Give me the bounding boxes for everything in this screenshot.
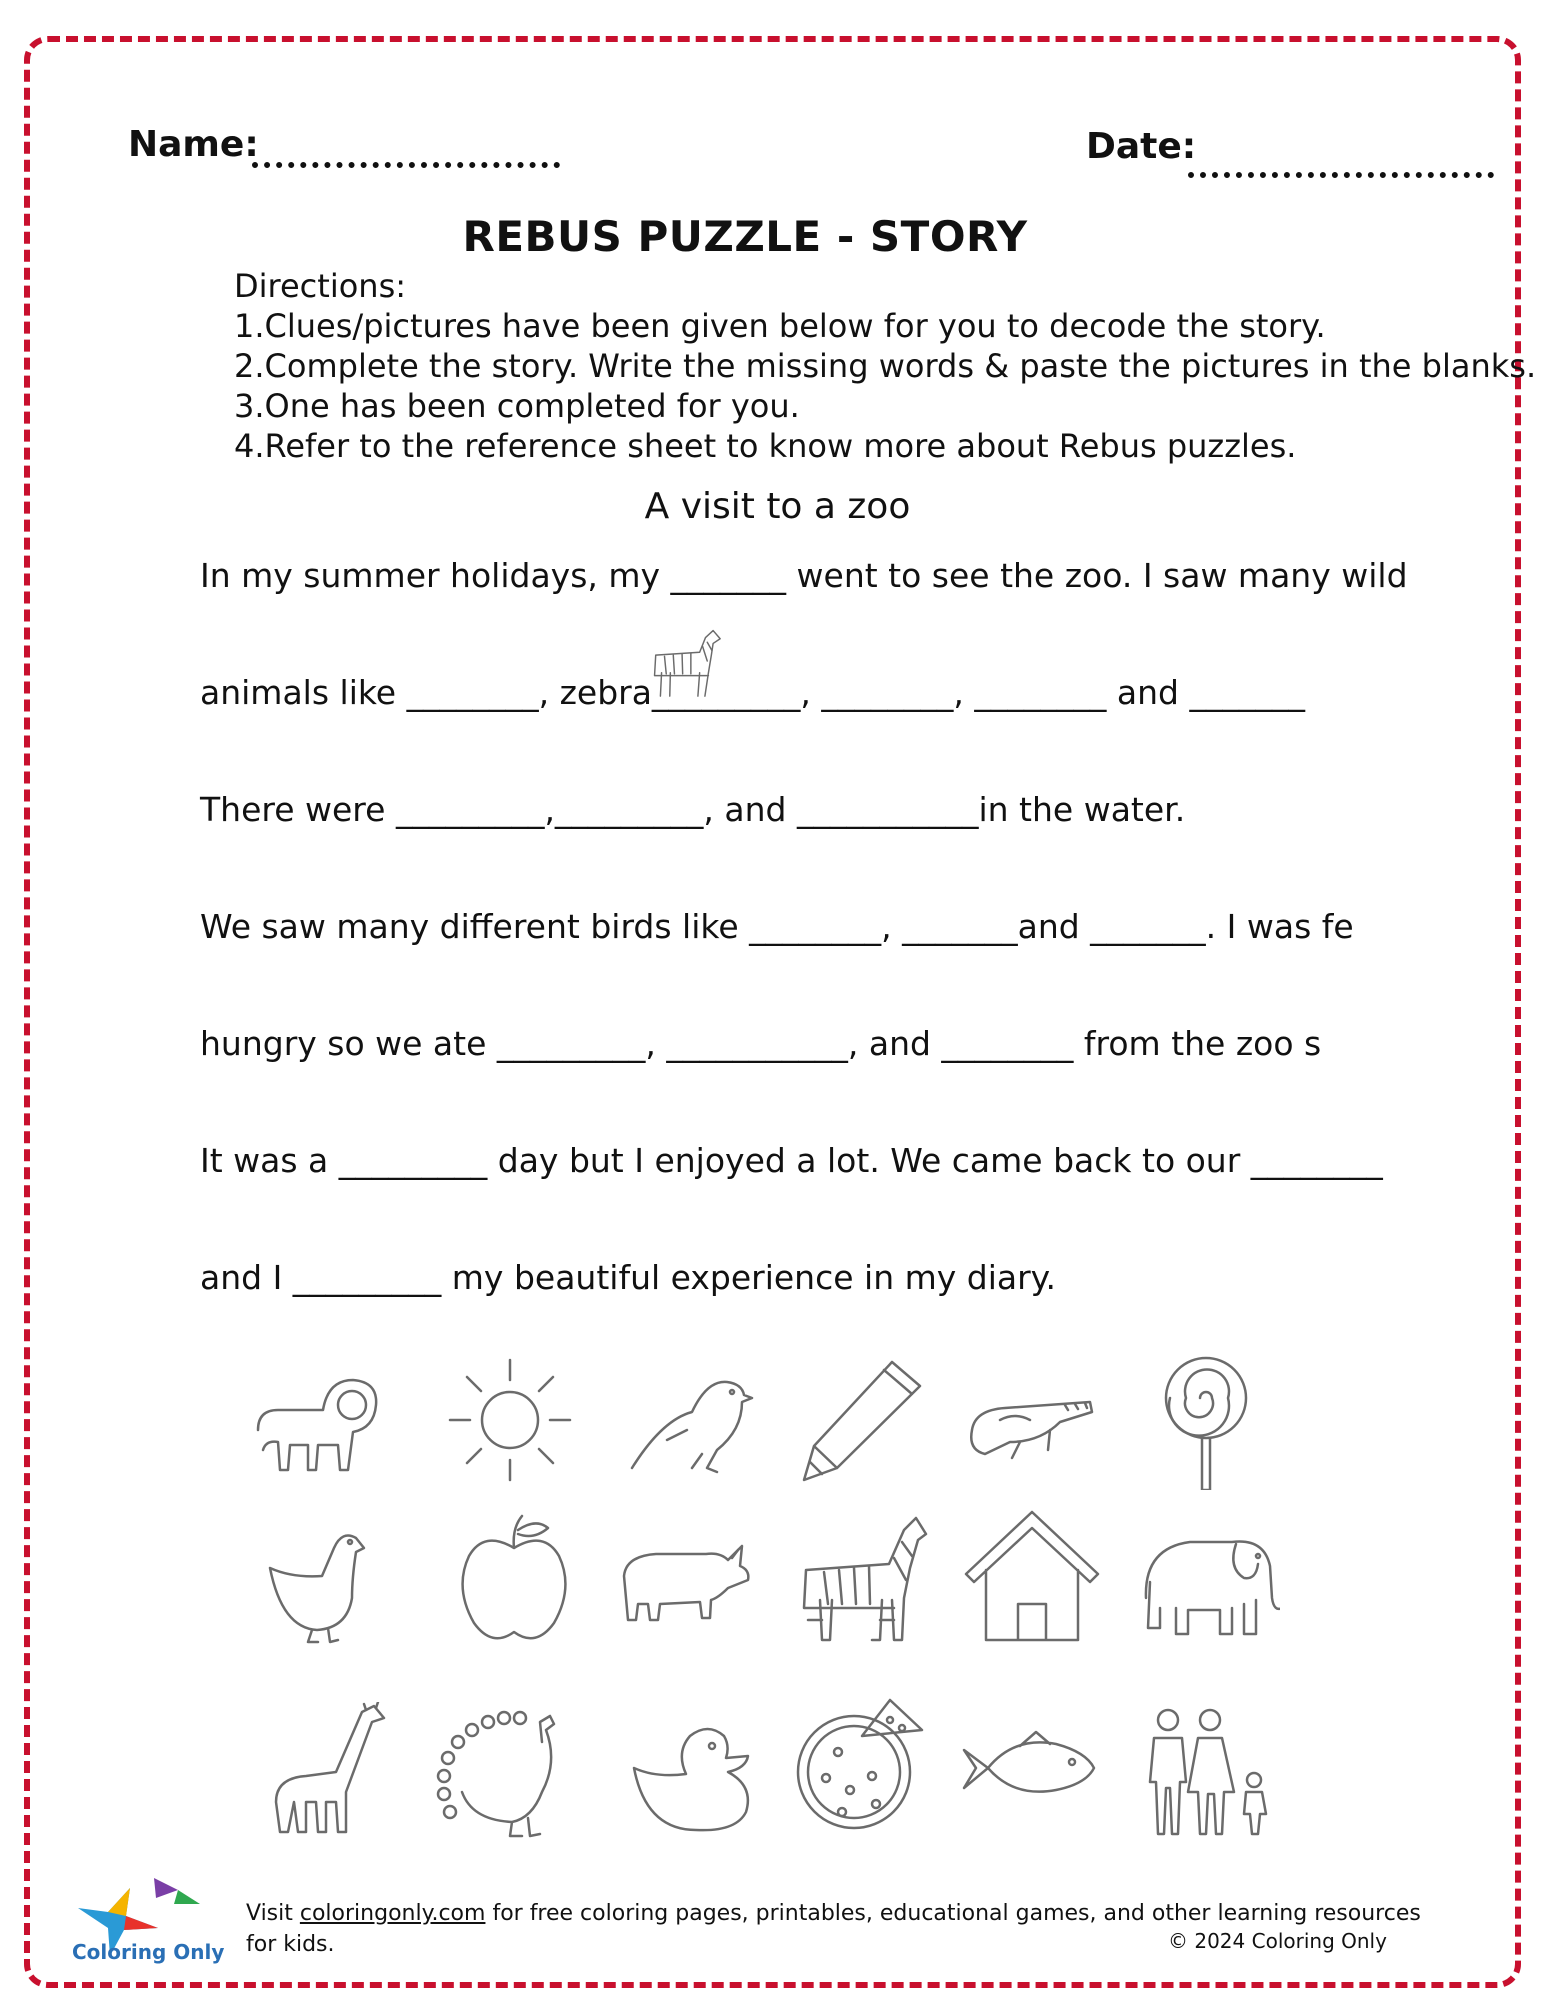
pizza-icon[interactable] [790, 1696, 930, 1836]
peacock-icon[interactable] [432, 1702, 572, 1842]
lion-icon[interactable] [248, 1350, 388, 1490]
zebra-icon [640, 620, 730, 702]
logo-text: Coloring Only [72, 1940, 225, 1964]
direction-item: 2.Complete the story. Write the missing words & paste the pictures in the blanks. [234, 347, 1537, 385]
pencil-icon[interactable] [792, 1350, 932, 1490]
footer-visit-prefix: Visit [246, 1901, 300, 1926]
story-line: In my summer holidays, my _______ went to see the zoo. I saw many wild [200, 556, 1408, 595]
story-line: animals like ________, zebra_________, ________, ________ and _______ [200, 673, 1305, 712]
crocodile-icon[interactable] [960, 1350, 1100, 1490]
zebra-icon[interactable] [794, 1508, 934, 1648]
fish-icon[interactable] [960, 1702, 1100, 1842]
directions-heading: Directions: [234, 267, 407, 305]
apple-icon[interactable] [444, 1508, 584, 1648]
copyright: © 2024 Coloring Only [1168, 1929, 1387, 1953]
direction-item: 4.Refer to the reference sheet to know more about Rebus puzzles. [234, 427, 1297, 465]
direction-item: 3.One has been completed for you. [234, 387, 800, 425]
story-line: We saw many different birds like ________, _______and _______. I was fe [200, 907, 1354, 946]
sun-icon[interactable] [440, 1350, 580, 1490]
giraffe-icon[interactable] [266, 1702, 406, 1842]
bird-icon[interactable] [622, 1350, 762, 1490]
name-field[interactable] [252, 162, 560, 168]
story-title: A visit to a zoo [644, 486, 911, 527]
coloringonly-link[interactable]: coloringonly.com [299, 1901, 486, 1926]
story-line: It was a _________ day but I enjoyed a lot. We came back to our ________ [200, 1141, 1383, 1180]
story-line: hungry so we ate _________, ___________, and ________ from the zoo s [200, 1024, 1322, 1063]
direction-item: 1.Clues/pictures have been given below for you to decode the story. [234, 307, 1326, 345]
date-field[interactable] [1188, 172, 1494, 178]
family-icon[interactable] [1136, 1702, 1276, 1842]
elephant-icon[interactable] [1140, 1508, 1280, 1648]
lollipop-icon[interactable] [1136, 1350, 1276, 1490]
date-label: Date: [1086, 126, 1197, 167]
story-line: There were _________,_________, and ___________in the water. [200, 790, 1186, 829]
duck-icon[interactable] [626, 1702, 766, 1842]
rhino-icon[interactable] [616, 1508, 756, 1648]
hen-icon[interactable] [252, 1508, 392, 1648]
directions [234, 266, 1536, 466]
house-icon[interactable] [962, 1508, 1102, 1648]
story-line: and I _________ my beautiful experience in my diary. [200, 1258, 1056, 1297]
name-label: Name: [128, 124, 259, 165]
page-title: REBUS PUZZLE - STORY [462, 212, 1028, 261]
footer-visit-suffix: for free coloring pages, printables, educational games, and other learning resources for kids. [246, 1901, 1421, 1957]
